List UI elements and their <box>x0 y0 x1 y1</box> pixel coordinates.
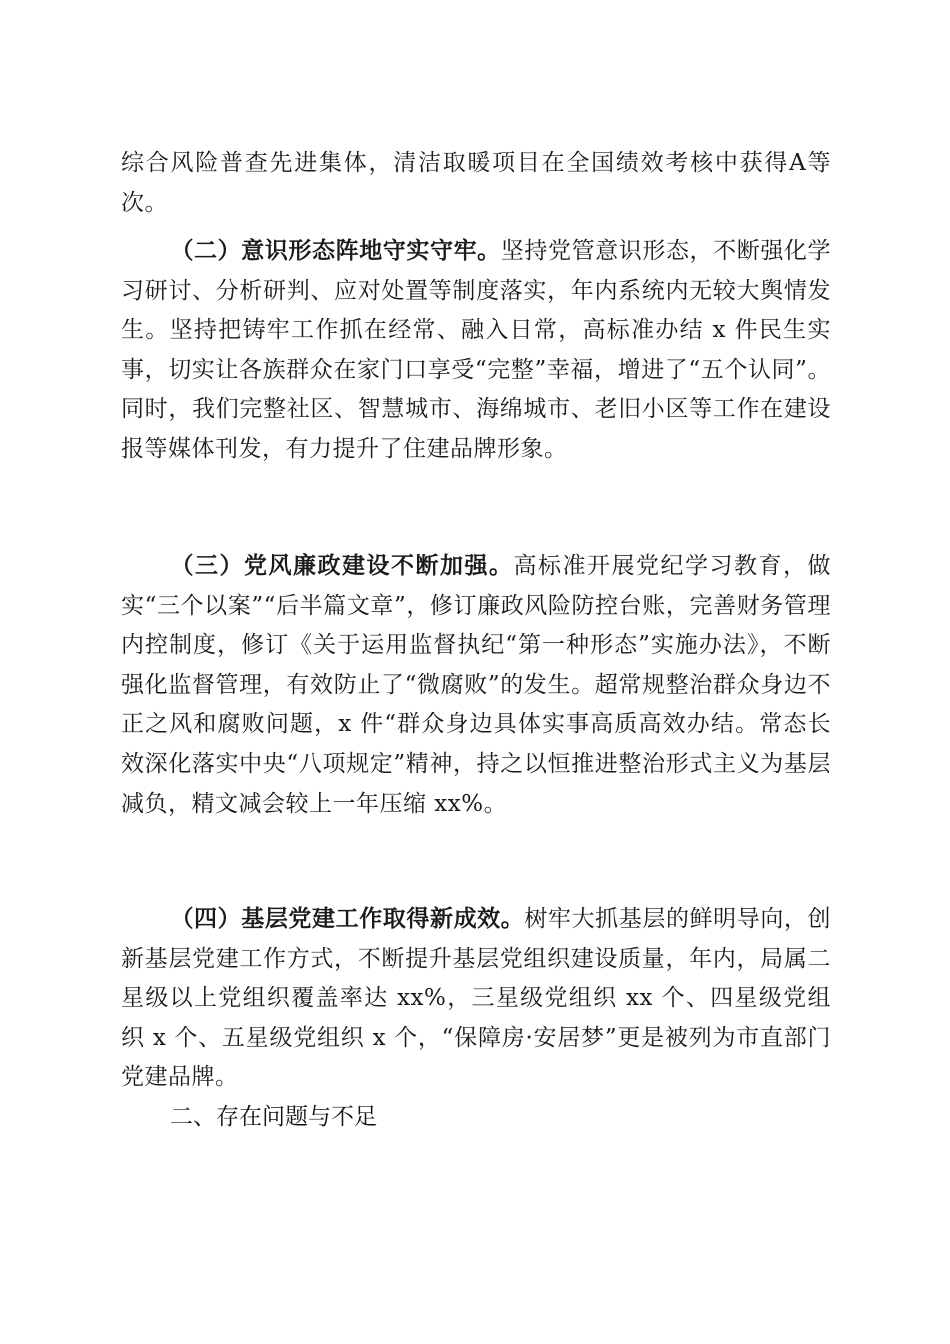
section-four <box>121 900 831 1098</box>
section-four-paragraph <box>121 900 831 1098</box>
section-three-lead: （三）党风廉政建设不断加强。 <box>170 553 514 579</box>
section-heading-problems: 二、存在问题与不足 <box>170 1104 377 1130</box>
section-two <box>121 232 831 470</box>
section-two-paragraph <box>121 232 831 470</box>
continuation-paragraph <box>121 144 831 223</box>
section-four-body: 树牢大抓基层的鲜明导向，创新基层党建工作方式，不断提升基层党组织建设质量，年内，局属二星级以上党组织覆盖率达 xx%，三星级党组织 xx 个、四星级党组织 x 个、五星级党组织 x 个，“保障房·安居梦”更是被列为市直部门党建品牌。 <box>121 906 832 1091</box>
section-two-lead: （二）意识形态阵地守实守牢。 <box>170 238 501 264</box>
section-three-body: 高标准开展党纪学习教育，做实“三个以案”“后半篇文章”，修订廉政风险防控台账，完善财务管理内控制度，修订《关于运用监督执纪“第一种形态”实施办法》，不断强化监督管理，有效防止了“微腐败”的发生。超常规整治群众身边不正之风和腐败问题，x 件“群众身边具体实事高质高效办结。常态长效深化落实中央“八项规定”精神，持之以恒推进整治形式主义为基层减负，精文减会较上一年压缩 xx%。 <box>121 553 832 817</box>
section-three-paragraph <box>121 547 831 824</box>
section-three <box>121 547 831 824</box>
section-four-lead: （四）基层党建工作取得新成效。 <box>170 906 525 932</box>
continuation-text: 综合风险普查先进集体，清洁取暖项目在全国绩效考核中获得A等次。 <box>121 150 831 216</box>
section-two-body: 坚持党管意识形态，不断强化学习研讨、分析研判、应对处置等制度落实，年内系统内无较大舆情发生。坚持把铸牢工作抓在经常、融入日常，高标准办结 x 件民生实事，切实让各族群众在家门口享受“完整”幸福，增进了“五个认同”。同时，我们完整社区、智慧城市、海绵城市、老旧小区等工作在建设报等媒体刊发，有力提升了住建品牌形象。 <box>121 238 832 462</box>
